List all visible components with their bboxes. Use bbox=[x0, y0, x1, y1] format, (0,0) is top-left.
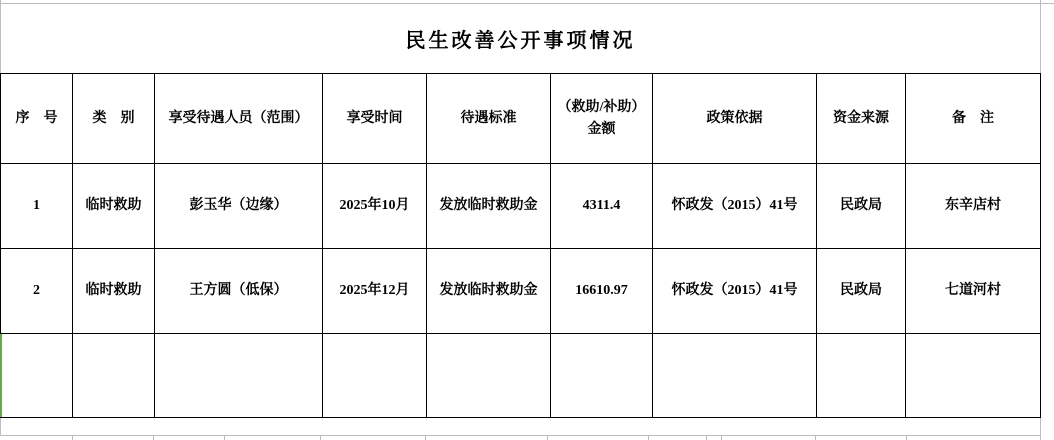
cell-category[interactable]: 临时救助 bbox=[73, 164, 155, 249]
cell-remarks[interactable] bbox=[906, 334, 1041, 418]
cell-remarks[interactable]: 东辛店村 bbox=[906, 164, 1041, 249]
header-cell-funding[interactable]: 资金来源 bbox=[817, 74, 906, 164]
page-title[interactable]: 民生改善公开事项情况 bbox=[405, 30, 636, 52]
selection-edge-indicator bbox=[0, 334, 2, 417]
grid-tick bbox=[72, 436, 73, 440]
grid-tick bbox=[815, 436, 816, 440]
cell-person[interactable] bbox=[155, 334, 323, 418]
header-cell-time[interactable]: 享受时间 bbox=[323, 74, 427, 164]
cell-amount[interactable] bbox=[551, 334, 653, 418]
cell-standard[interactable] bbox=[427, 334, 551, 418]
cell-funding[interactable]: 民政局 bbox=[817, 164, 906, 249]
header-cell-policy[interactable]: 政策依据 bbox=[653, 74, 817, 164]
grid-tick bbox=[721, 436, 722, 440]
cell-funding[interactable]: 民政局 bbox=[817, 249, 906, 334]
cell-time[interactable]: 2025年10月 bbox=[323, 164, 427, 249]
grid-tick bbox=[153, 436, 154, 440]
cell-seq[interactable]: 2 bbox=[1, 249, 73, 334]
cell-time[interactable] bbox=[323, 334, 427, 418]
cell-person[interactable]: 王方圆（低保） bbox=[155, 249, 323, 334]
header-cell-person[interactable]: 享受待遇人员（范围） bbox=[155, 74, 323, 164]
grid-tick bbox=[648, 436, 649, 440]
grid-tick bbox=[425, 436, 426, 440]
header-cell-standard[interactable]: 待遇标准 bbox=[427, 74, 551, 164]
grid-tick bbox=[320, 436, 321, 440]
cell-standard[interactable]: 发放临时救助金 bbox=[427, 249, 551, 334]
cell-standard[interactable]: 发放临时救助金 bbox=[427, 164, 551, 249]
cell-time[interactable]: 2025年12月 bbox=[323, 249, 427, 334]
cell-seq[interactable] bbox=[1, 334, 73, 418]
title-band bbox=[0, 4, 1041, 73]
table-row bbox=[1, 164, 1041, 249]
grid-tick bbox=[906, 436, 907, 440]
cell-policy[interactable]: 怀政发（2015）41号 bbox=[653, 164, 817, 249]
header-cell-category[interactable]: 类 别 bbox=[73, 74, 155, 164]
cell-remarks[interactable]: 七道河村 bbox=[906, 249, 1041, 334]
cell-person[interactable]: 彭玉华（边缘） bbox=[155, 164, 323, 249]
cell-category[interactable]: 临时救助 bbox=[73, 249, 155, 334]
sheet-gridline-bottom bbox=[0, 435, 1041, 436]
cell-category[interactable] bbox=[73, 334, 155, 418]
cell-funding[interactable] bbox=[817, 334, 906, 418]
cell-amount[interactable]: 4311.4 bbox=[551, 164, 653, 249]
header-cell-amount[interactable]: （救助/补助）金额 bbox=[551, 74, 653, 164]
header-row bbox=[1, 74, 1041, 164]
header-cell-seq[interactable]: 序 号 bbox=[1, 74, 73, 164]
header-cell-remarks[interactable]: 备 注 bbox=[906, 74, 1041, 164]
cell-seq[interactable]: 1 bbox=[1, 164, 73, 249]
cell-policy[interactable]: 怀政发（2015）41号 bbox=[653, 249, 817, 334]
cell-policy[interactable] bbox=[653, 334, 817, 418]
grid-tick bbox=[547, 436, 548, 440]
grid-tick bbox=[706, 436, 707, 440]
grid-tick bbox=[224, 436, 225, 440]
table-row bbox=[1, 249, 1041, 334]
cell-amount[interactable]: 16610.97 bbox=[551, 249, 653, 334]
table-row-empty bbox=[1, 334, 1041, 418]
disclosure-table bbox=[0, 73, 1041, 418]
